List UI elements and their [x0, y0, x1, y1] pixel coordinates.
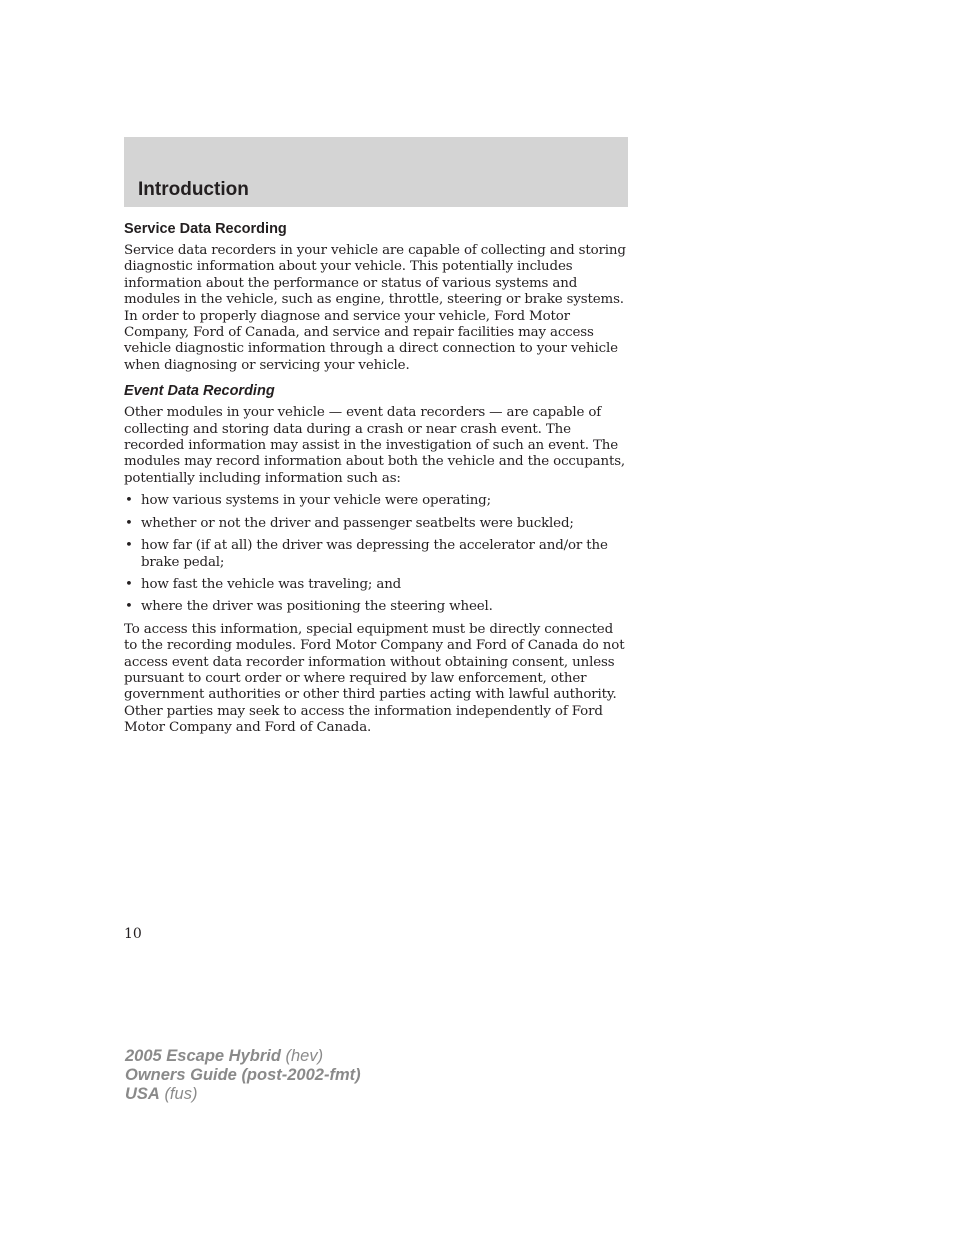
bullet-item: [124, 516, 630, 532]
bullet-marker: •: [125, 599, 133, 615]
bullet-text: whether or not the driver and passenger seatbelts were buckled;: [141, 515, 574, 531]
footer-line-3: [125, 1085, 361, 1104]
footer-guide: Owners Guide (post-2002-fmt): [125, 1066, 361, 1084]
service-data-heading: Service Data Recording: [124, 221, 287, 237]
service-data-paragraph: Service data recorders in your vehicle are capable of collecting and storing diagnostic information about your vehicle. This potentially includes information about the performance or status of various systems and modules in the vehicle, such as engine, throttle, steering or brake systems. In order to properly diagnose and service your vehicle, Ford Motor Company, Ford of Canada, and service and repair facilities may access vehicle diagnostic information through a direct connection to your vehicle when diagnosing or servicing your vehicle.: [124, 243, 626, 373]
event-data-bullet-list: [124, 493, 630, 615]
event-data-heading: Event Data Recording: [124, 383, 275, 400]
section-title: Introduction: [138, 179, 249, 200]
page-number: 10: [124, 926, 142, 942]
bullet-item: [124, 599, 630, 615]
document-footer: [125, 1047, 361, 1104]
bullet-text: where the driver was positioning the steering wheel.: [141, 599, 493, 615]
bullet-text: how various systems in your vehicle were operating;: [141, 493, 491, 509]
bullet-marker: •: [125, 493, 133, 509]
page-content: [124, 220, 630, 737]
bullet-marker: •: [125, 576, 133, 592]
bullet-marker: •: [125, 538, 133, 554]
bullet-text: how fast the vehicle was traveling; and: [141, 576, 402, 592]
bullet-item: [124, 538, 630, 571]
footer-line-1: [125, 1047, 361, 1066]
footer-market-code: (fus): [164, 1085, 198, 1103]
section-header-band: [124, 137, 628, 207]
bullet-item: [124, 577, 630, 593]
footer-model-code: (hev): [285, 1047, 324, 1065]
bullet-item: [124, 493, 630, 509]
footer-market: USA: [125, 1085, 160, 1103]
bullet-marker: •: [125, 515, 133, 531]
event-data-closing-paragraph: To access this information, special equipment must be directly connected to the recording modules. Ford Motor Company and Ford of Canada do not access event data recorder information without obtaining consent, unless pursuant to court order or where required by law enforcement, other government authorities or other third parties acting with lawful authority. Other parties may seek to access the information independently of Ford Motor Company and Ford of Canada.: [124, 621, 625, 736]
event-data-intro-paragraph: Other modules in your vehicle — event data recorders — are capable of collecting and storing data during a crash or near crash event. The recorded information may assist in the investigation of such an event. The modules may record information about both the vehicle and the occupants, potentially including information such as:: [124, 405, 626, 486]
bullet-text: how far (if at all) the driver was depressing the accelerator and/or the brake pedal;: [141, 538, 608, 570]
footer-model: 2005 Escape Hybrid: [125, 1047, 281, 1065]
footer-line-2: [125, 1066, 361, 1085]
